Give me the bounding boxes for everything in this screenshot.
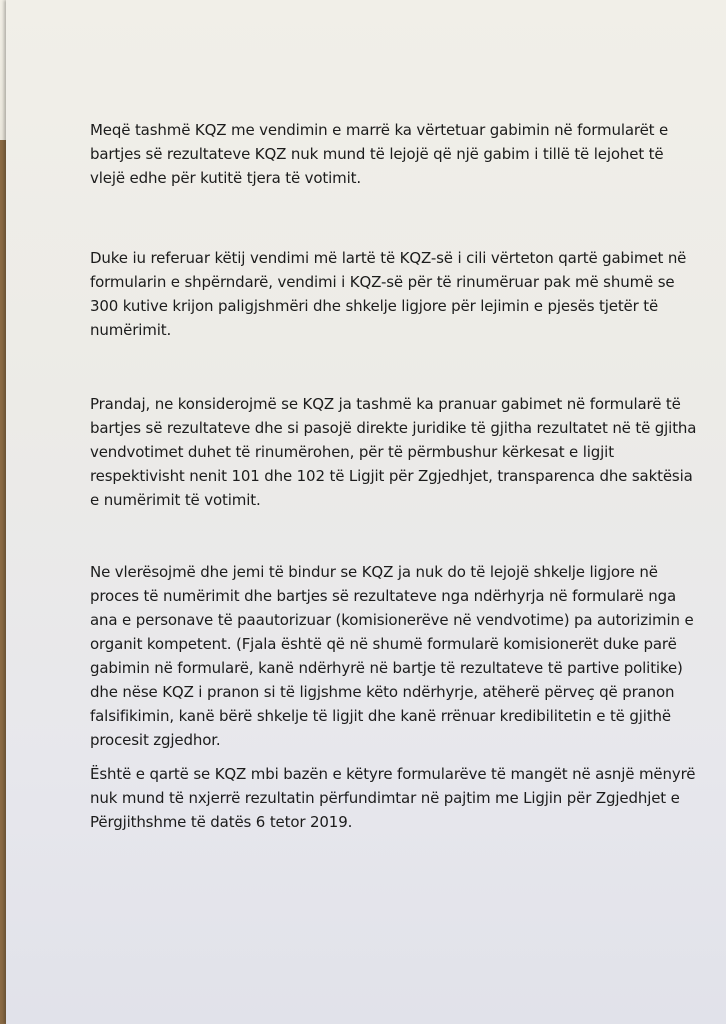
text-line: ana e personave të paautorizuar (komisionerëve në vendvotime) pa autorizimin e <box>90 611 694 629</box>
text-line: Prandaj, ne konsiderojmë se KQZ ja tashmë ka pranuar gabimet në formularë të <box>90 395 681 413</box>
paragraph-4 <box>90 560 694 752</box>
text-line: respektivisht nenit 101 dhe 102 të Ligjit për Zgjedhjet, transparenca dhe saktësia <box>90 467 693 485</box>
document-page <box>6 0 726 1024</box>
text-line: Përgjithshme të datës 6 tetor 2019. <box>90 813 353 831</box>
text-line: procesit zgjedhor. <box>90 731 221 749</box>
text-line: nuk mund të nxjerrë rezultatin përfundimtar në pajtim me Ligjin për Zgjedhjet e <box>90 789 680 807</box>
text-line: vendvotimet duhet të rinumërohen, për të përmbushur kërkesat e ligjit <box>90 443 614 461</box>
text-line: bartjes së rezultateve dhe si pasojë direkte juridike të gjitha rezultatet në të gjitha <box>90 419 697 437</box>
text-line: gabimin në formularë, kanë ndërhyrë në bartje të rezultateve të partive politike) <box>90 659 683 677</box>
paragraph-5 <box>90 762 695 834</box>
paragraph-1 <box>90 118 668 190</box>
text-line: Meqë tashmë KQZ me vendimin e marrë ka vërtetuar gabimin në formularët e <box>90 121 669 139</box>
text-line: 300 kutive krijon paligjshmëri dhe shkelje ligjore për lejimin e pjesës tjetër të <box>90 297 659 315</box>
text-line: falsifikimin, kanë bërë shkelje të ligjit dhe kanë rrënuar kredibilitetin e të gjithë <box>90 707 671 725</box>
text-line: e numërimit të votimit. <box>90 491 261 509</box>
paragraph-2 <box>90 246 686 342</box>
text-line: organit kompetent. (Fjala është që në shumë formularë komisionerët duke parë <box>90 635 677 653</box>
text-line: proces të numërimit dhe bartjes së rezultateve nga ndërhyrja në formularë nga <box>90 587 677 605</box>
text-line: formularin e shpërndarë, vendimi i KQZ-së për të rinumëruar pak më shumë se <box>90 273 675 291</box>
text-line: Duke iu referuar këtij vendimi më lartë të KQZ-së i cili vërteton qartë gabimet në <box>90 249 687 267</box>
text-line: vlejë edhe për kutitë tjera të votimit. <box>90 169 361 187</box>
text-line: dhe nëse KQZ i pranon si të ligjshme këto ndërhyrje, atëherë përveç që pranon <box>90 683 675 701</box>
text-line: numërimit. <box>90 321 172 339</box>
paragraph-3 <box>90 392 696 512</box>
text-line: Është e qartë se KQZ mbi bazën e këtyre formularëve të mangët në asnjë mënyrë <box>90 765 696 783</box>
text-line: bartjes së rezultateve KQZ nuk mund të lejojë që një gabim i tillë të lejohet të <box>90 145 664 163</box>
text-line: Ne vlerësojmë dhe jemi të bindur se KQZ ja nuk do të lejojë shkelje ligjore në <box>90 563 658 581</box>
